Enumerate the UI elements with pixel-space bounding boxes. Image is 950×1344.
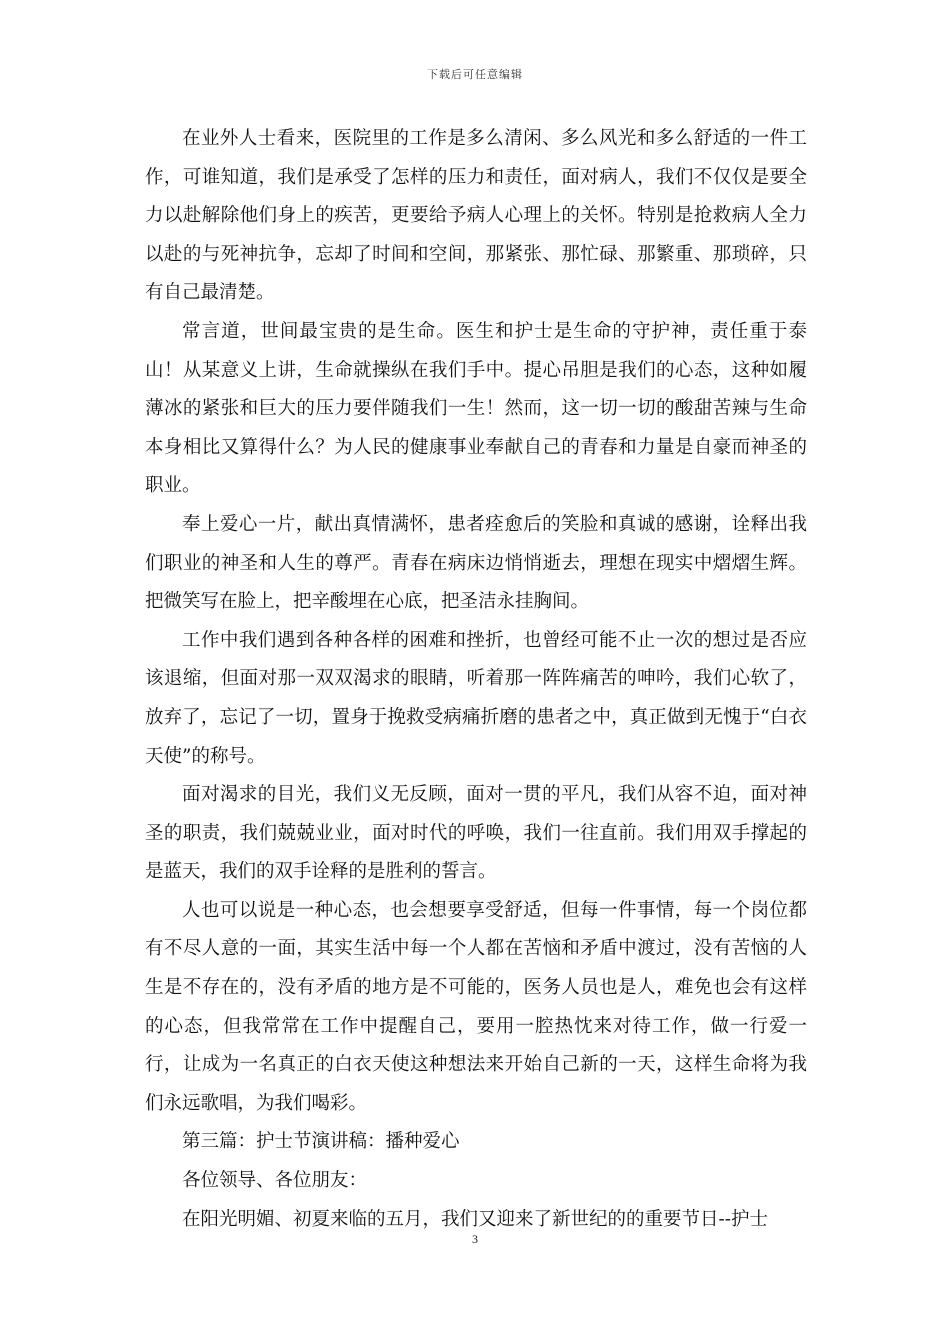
paragraph: 人也可以说是一种心态，也会想要享受舒适，但每一件事情，每一个岗位都有不尽人意的一面，其实生活中每一个人都在苦恼和矛盾中渡过，没有苦恼的人生是不存在的，没有矛盾的地方是不可能的，医务人员也是人，难免也会有这样的心态，但我常常在工作中提醒自己，要用一腔热忱来对待工作，做一行爱一行，让成为一名真正的白衣天使这种想法来开始自己新的一天，这样生命将为我们永远歌唱，为我们喝彩。 [145, 899, 807, 1114]
paragraph: 常言道，世间最宝贵的是生命。医生和护士是生命的守护神，责任重于泰山！从某意义上讲，生命就操纵在我们手中。提心吊胆是我们的心态，这种如履薄冰的紧张和巨大的压力要伴随我们一生！然而，这一切一切的酸甜苦辣与生命本身相比又算得什么？为人民的健康事业奉献自己的青春和力量是自豪而神圣的职业。 [145, 320, 807, 497]
document-body [145, 120, 807, 1239]
paragraph: 在业外人士看来，医院里的工作是多么清闲、多么风光和多么舒适的一件工作，可谁知道，我们是承受了怎样的压力和责任，面对病人，我们不仅仅是要全力以赴解除他们身上的疾苦，更要给予病人心理上的关怀。特别是抢救病人全力以赴的与死神抗争，忘却了时间和空间，那紧张、那忙碌、那繁重、那琐碎，只有自己最清楚。 [145, 128, 807, 304]
section-title: 第三篇：护士节演讲稿：播种爱心 [182, 1131, 460, 1153]
page-header: 下载后可任意编辑 [427, 68, 523, 81]
paragraph: 面对渴求的目光，我们义无反顾，面对一贯的平凡，我们从容不迫，面对神圣的职责，我们兢兢业业，面对时代的呼唤，我们一往直前。我们用双手撑起的是蓝天，我们的双手诠释的是胜利的誓言。 [145, 784, 807, 883]
page-number: 3 [472, 1232, 478, 1246]
salutation: 各位领导、各位朋友： [182, 1170, 368, 1192]
paragraph: 在阳光明媚、初夏来临的五月，我们又迎来了新世纪的的重要节日--护士 [182, 1208, 769, 1230]
paragraph: 工作中我们遇到各种各样的困难和挫折，也曾经可能不止一次的想过是否应该退缩，但面对那一双双渴求的眼睛，听着那一阵阵痛苦的呻吟，我们心软了，放弃了，忘记了一切，置身于挽救受病痛折磨的患者之中，真正做到无愧于“白衣天使”的称号。 [145, 629, 807, 767]
paragraph: 奉上爱心一片，献出真情满怀，患者痊愈后的笑脸和真诚的感谢，诠释出我们职业的神圣和人生的尊严。青春在病床边悄悄逝去，理想在现实中熠熠生辉。把微笑写在脸上，把辛酸埋在心底，把圣洁永挂胸间。 [145, 513, 807, 613]
